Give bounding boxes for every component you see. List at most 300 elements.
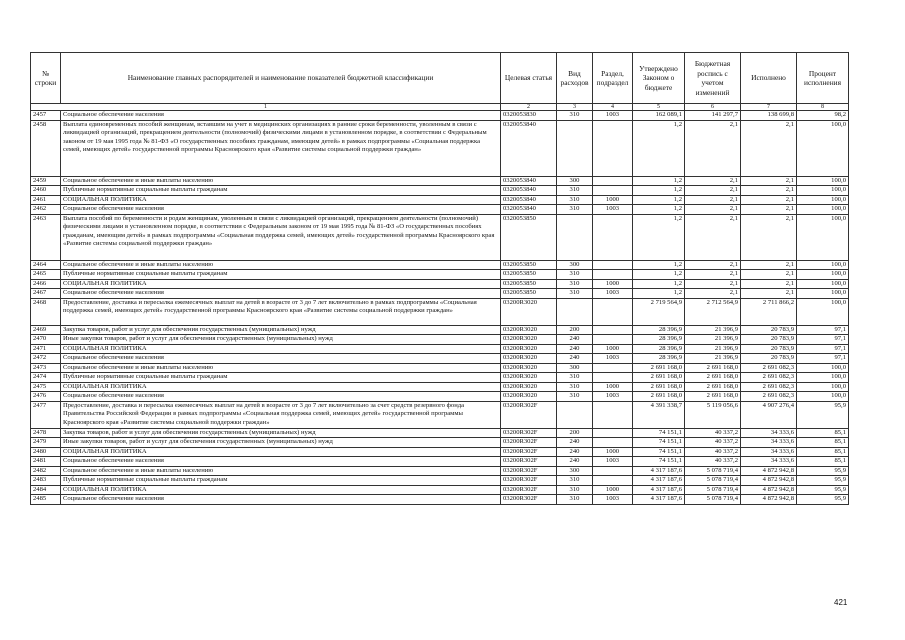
row-approved: 1,2 bbox=[633, 176, 685, 186]
row-schedule: 141 297,7 bbox=[685, 111, 741, 121]
row-expense-type: 310 bbox=[557, 205, 593, 215]
row-target-article: 03200R302F bbox=[501, 476, 557, 486]
row-approved: 74 151,1 bbox=[633, 457, 685, 467]
row-approved: 4 317 187,6 bbox=[633, 485, 685, 495]
row-approved: 2 691 168,0 bbox=[633, 363, 685, 373]
row-target-article: 03200R302F bbox=[501, 401, 557, 428]
row-executed: 2 691 082,3 bbox=[741, 382, 797, 392]
table-row bbox=[31, 495, 849, 505]
row-approved: 28 396,9 bbox=[633, 354, 685, 364]
table-row bbox=[31, 392, 849, 402]
row-section: 1000 bbox=[593, 447, 633, 457]
row-executed: 2 691 082,3 bbox=[741, 363, 797, 373]
row-name: СОЦИАЛЬНАЯ ПОЛИТИКА bbox=[61, 447, 501, 457]
row-approved: 2 691 168,0 bbox=[633, 392, 685, 402]
row-executed: 4 907 276,4 bbox=[741, 401, 797, 428]
row-name: Социальное обеспечение населения bbox=[61, 289, 501, 299]
row-name: Выплата пособий по беременности и родам женщинам, уволенным в связи с ликвидацией организаций, прекращением деятельности (полномочий) физическими лицами в установленном порядке, в соответствии с Федеральным законом от 19 мая 1995 года № 81-ФЗ «О государственных пособиях гражданам, имеющим детей» в рамках подпрограммы «Социальная поддержка семей, имеющих детей» государственной программы Красноярского края «Развитие системы социальной поддержки граждан» bbox=[61, 214, 501, 260]
row-section: 1000 bbox=[593, 485, 633, 495]
row-expense-type: 310 bbox=[557, 111, 593, 121]
row-number: 2463 bbox=[31, 214, 61, 260]
row-section: 1003 bbox=[593, 392, 633, 402]
row-section bbox=[593, 186, 633, 196]
row-approved: 28 396,9 bbox=[633, 335, 685, 345]
row-number: 2484 bbox=[31, 485, 61, 495]
row-name: Предоставление, доставка и пересылка ежемесячных выплат на детей в возрасте от 3 до 7 лет включительно за счет средств резервного фонда Правительства Российской Федерации в рамках подпрограммы «Социальная поддержка семей, имеющих детей» государственной программы Красноярского края «Развитие системы социальной поддержки граждан» bbox=[61, 401, 501, 428]
row-name: Закупка товаров, работ и услуг для обеспечения государственных (муниципальных) нужд bbox=[61, 428, 501, 438]
row-schedule: 2,1 bbox=[685, 289, 741, 299]
row-executed: 4 872 942,8 bbox=[741, 476, 797, 486]
row-target-article: 0320053850 bbox=[501, 260, 557, 270]
row-executed: 2,1 bbox=[741, 205, 797, 215]
column-number: 1 bbox=[31, 104, 501, 111]
row-schedule: 40 337,2 bbox=[685, 447, 741, 457]
row-number: 2477 bbox=[31, 401, 61, 428]
table-row bbox=[31, 335, 849, 345]
row-target-article: 03200R3020 bbox=[501, 335, 557, 345]
row-name: Иные закупки товаров, работ и услуг для обеспечения государственных (муниципальных) нужд bbox=[61, 335, 501, 345]
row-schedule: 40 337,2 bbox=[685, 428, 741, 438]
row-section bbox=[593, 260, 633, 270]
row-target-article: 03200R3020 bbox=[501, 373, 557, 383]
row-number: 2485 bbox=[31, 495, 61, 505]
table-row bbox=[31, 485, 849, 495]
row-section: 1003 bbox=[593, 354, 633, 364]
row-executed: 2,1 bbox=[741, 186, 797, 196]
row-approved: 28 396,9 bbox=[633, 344, 685, 354]
row-schedule: 5 078 719,4 bbox=[685, 476, 741, 486]
row-target-article: 03200R3020 bbox=[501, 298, 557, 325]
row-approved: 1,2 bbox=[633, 120, 685, 176]
row-schedule: 2,1 bbox=[685, 205, 741, 215]
row-approved: 74 151,1 bbox=[633, 428, 685, 438]
row-percent: 95,9 bbox=[797, 401, 849, 428]
row-executed: 2,1 bbox=[741, 195, 797, 205]
row-number: 2475 bbox=[31, 382, 61, 392]
row-executed: 20 783,9 bbox=[741, 344, 797, 354]
column-number: 3 bbox=[557, 104, 593, 111]
row-schedule: 2,1 bbox=[685, 195, 741, 205]
row-number: 2460 bbox=[31, 186, 61, 196]
row-section bbox=[593, 325, 633, 335]
row-number: 2472 bbox=[31, 354, 61, 364]
row-expense-type: 240 bbox=[557, 457, 593, 467]
row-target-article: 0320053850 bbox=[501, 279, 557, 289]
row-name: СОЦИАЛЬНАЯ ПОЛИТИКА bbox=[61, 279, 501, 289]
row-name: Предоставление, доставка и пересылка ежемесячных выплат на детей в возрасте от 3 до 7 лет включительно в рамках подпрограммы «Социальная поддержка семей, имеющих детей» государственной программы Красноярского края «Развитие системы социальной поддержки граждан» bbox=[61, 298, 501, 325]
row-section bbox=[593, 270, 633, 280]
row-schedule: 2,1 bbox=[685, 120, 741, 176]
row-expense-type: 310 bbox=[557, 279, 593, 289]
row-schedule: 2,1 bbox=[685, 186, 741, 196]
row-percent: 95,9 bbox=[797, 466, 849, 476]
row-section bbox=[593, 335, 633, 345]
column-number: 6 bbox=[685, 104, 741, 111]
row-expense-type: 310 bbox=[557, 392, 593, 402]
header-section: Раздел, подраздел bbox=[593, 53, 633, 104]
row-approved: 1,2 bbox=[633, 205, 685, 215]
row-name: СОЦИАЛЬНАЯ ПОЛИТИКА bbox=[61, 382, 501, 392]
row-executed: 2,1 bbox=[741, 289, 797, 299]
row-number: 2470 bbox=[31, 335, 61, 345]
row-expense-type: 310 bbox=[557, 195, 593, 205]
row-approved: 2 719 564,9 bbox=[633, 298, 685, 325]
row-percent: 98,2 bbox=[797, 111, 849, 121]
row-executed: 2,1 bbox=[741, 260, 797, 270]
row-target-article: 0320053840 bbox=[501, 120, 557, 176]
row-schedule: 21 396,9 bbox=[685, 335, 741, 345]
column-number-row bbox=[31, 104, 849, 111]
row-percent: 97,1 bbox=[797, 335, 849, 345]
row-schedule: 21 396,9 bbox=[685, 325, 741, 335]
row-approved: 1,2 bbox=[633, 260, 685, 270]
row-expense-type: 300 bbox=[557, 260, 593, 270]
row-target-article: 03200R3020 bbox=[501, 325, 557, 335]
row-name: Социальное обеспечение населения bbox=[61, 354, 501, 364]
table-row bbox=[31, 344, 849, 354]
table-row bbox=[31, 279, 849, 289]
row-target-article: 0320053840 bbox=[501, 186, 557, 196]
row-executed: 20 783,9 bbox=[741, 354, 797, 364]
header-execution-percent: Процент исполнения bbox=[797, 53, 849, 104]
row-percent: 97,1 bbox=[797, 325, 849, 335]
row-target-article: 03200R302F bbox=[501, 428, 557, 438]
table-row bbox=[31, 438, 849, 448]
row-percent: 85,1 bbox=[797, 447, 849, 457]
row-expense-type bbox=[557, 401, 593, 428]
table-row bbox=[31, 120, 849, 176]
row-executed: 4 872 942,8 bbox=[741, 485, 797, 495]
row-name: Социальное обеспечение и иные выплаты населению bbox=[61, 260, 501, 270]
row-target-article: 03200R3020 bbox=[501, 363, 557, 373]
table-header-row bbox=[31, 53, 849, 104]
row-schedule: 5 078 719,4 bbox=[685, 495, 741, 505]
row-section: 1003 bbox=[593, 111, 633, 121]
row-section: 1003 bbox=[593, 457, 633, 467]
row-target-article: 03200R302F bbox=[501, 438, 557, 448]
row-number: 2479 bbox=[31, 438, 61, 448]
row-executed: 4 872 942,8 bbox=[741, 495, 797, 505]
row-percent: 100,0 bbox=[797, 195, 849, 205]
row-percent: 100,0 bbox=[797, 270, 849, 280]
row-percent: 97,1 bbox=[797, 354, 849, 364]
row-target-article: 03200R302F bbox=[501, 447, 557, 457]
row-section bbox=[593, 401, 633, 428]
row-target-article: 0320053830 bbox=[501, 111, 557, 121]
row-section bbox=[593, 438, 633, 448]
row-approved: 1,2 bbox=[633, 289, 685, 299]
table-row bbox=[31, 457, 849, 467]
row-number: 2464 bbox=[31, 260, 61, 270]
row-target-article: 03200R302F bbox=[501, 457, 557, 467]
row-name: Социальное обеспечение населения bbox=[61, 392, 501, 402]
row-approved: 4 317 187,6 bbox=[633, 476, 685, 486]
row-schedule: 40 337,2 bbox=[685, 457, 741, 467]
row-executed: 34 333,6 bbox=[741, 438, 797, 448]
row-executed: 2,1 bbox=[741, 279, 797, 289]
row-percent: 100,0 bbox=[797, 373, 849, 383]
row-number: 2471 bbox=[31, 344, 61, 354]
header-budget-schedule: Бюджетная роспись с учетом изменений bbox=[685, 53, 741, 104]
table-row bbox=[31, 260, 849, 270]
row-name: Социальное обеспечение населения bbox=[61, 495, 501, 505]
header-expense-type: Вид расходов bbox=[557, 53, 593, 104]
row-percent: 100,0 bbox=[797, 382, 849, 392]
row-target-article: 0320053850 bbox=[501, 214, 557, 260]
row-name: Социальное обеспечение населения bbox=[61, 111, 501, 121]
row-number: 2478 bbox=[31, 428, 61, 438]
table-row bbox=[31, 363, 849, 373]
row-section bbox=[593, 363, 633, 373]
row-expense-type: 310 bbox=[557, 495, 593, 505]
row-executed: 2,1 bbox=[741, 176, 797, 186]
table-row bbox=[31, 270, 849, 280]
row-schedule: 2,1 bbox=[685, 214, 741, 260]
row-name: СОЦИАЛЬНАЯ ПОЛИТИКА bbox=[61, 485, 501, 495]
table-row bbox=[31, 373, 849, 383]
row-name: Социальное обеспечение и иные выплаты населению bbox=[61, 363, 501, 373]
row-percent: 85,1 bbox=[797, 438, 849, 448]
row-executed: 4 872 942,8 bbox=[741, 466, 797, 476]
row-percent: 100,0 bbox=[797, 289, 849, 299]
row-expense-type: 310 bbox=[557, 289, 593, 299]
row-expense-type: 240 bbox=[557, 344, 593, 354]
column-number: 7 bbox=[741, 104, 797, 111]
row-executed: 138 699,8 bbox=[741, 111, 797, 121]
row-name: Публичные нормативные социальные выплаты гражданам bbox=[61, 270, 501, 280]
row-section: 1000 bbox=[593, 279, 633, 289]
row-percent: 100,0 bbox=[797, 205, 849, 215]
row-name: Публичные нормативные социальные выплаты гражданам bbox=[61, 186, 501, 196]
row-number: 2473 bbox=[31, 363, 61, 373]
row-target-article: 0320053850 bbox=[501, 270, 557, 280]
row-number: 2466 bbox=[31, 279, 61, 289]
row-section: 1003 bbox=[593, 289, 633, 299]
row-expense-type: 310 bbox=[557, 186, 593, 196]
row-expense-type: 300 bbox=[557, 363, 593, 373]
header-target-article: Целевая статья bbox=[501, 53, 557, 104]
row-schedule: 5 078 719,4 bbox=[685, 485, 741, 495]
row-schedule: 40 337,2 bbox=[685, 438, 741, 448]
row-number: 2462 bbox=[31, 205, 61, 215]
row-schedule: 2 691 168,0 bbox=[685, 382, 741, 392]
row-expense-type: 240 bbox=[557, 354, 593, 364]
row-percent: 100,0 bbox=[797, 176, 849, 186]
column-number: 4 bbox=[593, 104, 633, 111]
row-approved: 74 151,1 bbox=[633, 447, 685, 457]
row-name: Публичные нормативные социальные выплаты гражданам bbox=[61, 476, 501, 486]
row-executed: 2 711 866,2 bbox=[741, 298, 797, 325]
row-schedule: 2 691 168,0 bbox=[685, 363, 741, 373]
row-name: Социальное обеспечение и иные выплаты населению bbox=[61, 176, 501, 186]
row-approved: 1,2 bbox=[633, 214, 685, 260]
row-expense-type bbox=[557, 214, 593, 260]
row-section: 1003 bbox=[593, 495, 633, 505]
row-approved: 4 317 187,6 bbox=[633, 466, 685, 476]
row-approved: 1,2 bbox=[633, 186, 685, 196]
row-expense-type bbox=[557, 298, 593, 325]
row-approved: 162 089,1 bbox=[633, 111, 685, 121]
row-expense-type: 310 bbox=[557, 485, 593, 495]
row-number: 2457 bbox=[31, 111, 61, 121]
row-section bbox=[593, 476, 633, 486]
row-schedule: 5 078 719,4 bbox=[685, 466, 741, 476]
table-row bbox=[31, 382, 849, 392]
table-row bbox=[31, 214, 849, 260]
row-percent: 100,0 bbox=[797, 186, 849, 196]
row-schedule: 2 691 168,0 bbox=[685, 373, 741, 383]
page-number: 421 bbox=[834, 598, 848, 607]
table-row bbox=[31, 476, 849, 486]
row-section bbox=[593, 428, 633, 438]
row-schedule: 5 119 056,6 bbox=[685, 401, 741, 428]
column-number: 8 bbox=[797, 104, 849, 111]
row-percent: 100,0 bbox=[797, 120, 849, 176]
row-approved: 74 151,1 bbox=[633, 438, 685, 448]
row-schedule: 2 712 564,9 bbox=[685, 298, 741, 325]
budget-table bbox=[30, 52, 849, 505]
row-percent: 100,0 bbox=[797, 279, 849, 289]
row-executed: 2,1 bbox=[741, 270, 797, 280]
row-approved: 1,2 bbox=[633, 195, 685, 205]
row-schedule: 2,1 bbox=[685, 279, 741, 289]
row-target-article: 03200R3020 bbox=[501, 382, 557, 392]
row-schedule: 21 396,9 bbox=[685, 354, 741, 364]
row-name: СОЦИАЛЬНАЯ ПОЛИТИКА bbox=[61, 344, 501, 354]
row-number: 2480 bbox=[31, 447, 61, 457]
row-number: 2481 bbox=[31, 457, 61, 467]
row-schedule: 2,1 bbox=[685, 260, 741, 270]
header-executed: Исполнено bbox=[741, 53, 797, 104]
row-target-article: 03200R302F bbox=[501, 466, 557, 476]
row-percent: 85,1 bbox=[797, 428, 849, 438]
row-section bbox=[593, 214, 633, 260]
table-row bbox=[31, 447, 849, 457]
row-name: Социальное обеспечение и иные выплаты населению bbox=[61, 466, 501, 476]
row-executed: 34 333,6 bbox=[741, 457, 797, 467]
row-executed: 2 691 082,3 bbox=[741, 373, 797, 383]
table-row bbox=[31, 428, 849, 438]
row-number: 2483 bbox=[31, 476, 61, 486]
row-schedule: 2,1 bbox=[685, 270, 741, 280]
header-name: Наименование главных распорядителей и наименование показателей бюджетной классификации bbox=[61, 53, 501, 104]
row-approved: 1,2 bbox=[633, 279, 685, 289]
row-schedule: 21 396,9 bbox=[685, 344, 741, 354]
row-percent: 100,0 bbox=[797, 363, 849, 373]
row-name: Социальное обеспечение населения bbox=[61, 205, 501, 215]
row-percent: 95,9 bbox=[797, 476, 849, 486]
row-section bbox=[593, 298, 633, 325]
column-number: 2 bbox=[501, 104, 557, 111]
row-executed: 20 783,9 bbox=[741, 335, 797, 345]
row-executed: 2,1 bbox=[741, 120, 797, 176]
table-row bbox=[31, 205, 849, 215]
row-number: 2468 bbox=[31, 298, 61, 325]
row-section bbox=[593, 466, 633, 476]
row-number: 2469 bbox=[31, 325, 61, 335]
row-approved: 2 691 168,0 bbox=[633, 382, 685, 392]
row-section: 1000 bbox=[593, 344, 633, 354]
row-expense-type: 200 bbox=[557, 325, 593, 335]
row-executed: 34 333,6 bbox=[741, 428, 797, 438]
table-row bbox=[31, 111, 849, 121]
header-row-number: № строки bbox=[31, 53, 61, 104]
row-expense-type: 300 bbox=[557, 466, 593, 476]
row-executed: 2,1 bbox=[741, 214, 797, 260]
row-name: Публичные нормативные социальные выплаты гражданам bbox=[61, 373, 501, 383]
row-section: 1000 bbox=[593, 195, 633, 205]
row-target-article: 0320053840 bbox=[501, 195, 557, 205]
row-executed: 20 783,9 bbox=[741, 325, 797, 335]
row-approved: 4 391 338,7 bbox=[633, 401, 685, 428]
row-section bbox=[593, 176, 633, 186]
row-percent: 97,1 bbox=[797, 344, 849, 354]
row-name: Выплата единовременных пособий женщинам, вставшим на учет в медицинских организациях в ранние сроки беременности, уволенным в связи с ликвидацией организаций, прекращением деятельности (полномочий) физическими лицами в установленном порядке, в соответствии с Федеральным законом от 19 мая 1995 года № 81-ФЗ «О государственных пособиях гражданам, имеющим детей» в рамках подпрограммы «Социальная поддержка семей, имеющих детей» государственной программы Красноярского края «Развитие системы социальной поддержки граждан» bbox=[61, 120, 501, 176]
row-expense-type bbox=[557, 120, 593, 176]
row-number: 2458 bbox=[31, 120, 61, 176]
row-executed: 2 691 082,3 bbox=[741, 392, 797, 402]
row-number: 2476 bbox=[31, 392, 61, 402]
table-row bbox=[31, 401, 849, 428]
row-schedule: 2 691 168,0 bbox=[685, 392, 741, 402]
row-percent: 85,1 bbox=[797, 457, 849, 467]
row-expense-type: 240 bbox=[557, 335, 593, 345]
row-name: СОЦИАЛЬНАЯ ПОЛИТИКА bbox=[61, 195, 501, 205]
table-row bbox=[31, 289, 849, 299]
row-approved: 28 396,9 bbox=[633, 325, 685, 335]
row-expense-type: 310 bbox=[557, 382, 593, 392]
table-row bbox=[31, 298, 849, 325]
row-section bbox=[593, 373, 633, 383]
table-row bbox=[31, 466, 849, 476]
row-number: 2482 bbox=[31, 466, 61, 476]
row-target-article: 0320053850 bbox=[501, 289, 557, 299]
row-target-article: 03200R3020 bbox=[501, 344, 557, 354]
row-percent: 100,0 bbox=[797, 392, 849, 402]
row-approved: 1,2 bbox=[633, 270, 685, 280]
row-percent: 100,0 bbox=[797, 260, 849, 270]
row-name: Иные закупки товаров, работ и услуг для обеспечения государственных (муниципальных) нужд bbox=[61, 438, 501, 448]
row-target-article: 0320053840 bbox=[501, 205, 557, 215]
header-approved: Утверждено Законом о бюджете bbox=[633, 53, 685, 104]
table-body bbox=[31, 111, 849, 505]
row-percent: 100,0 bbox=[797, 298, 849, 325]
row-executed: 34 333,6 bbox=[741, 447, 797, 457]
column-number: 5 bbox=[633, 104, 685, 111]
row-approved: 4 317 187,6 bbox=[633, 495, 685, 505]
row-number: 2459 bbox=[31, 176, 61, 186]
row-target-article: 03200R302F bbox=[501, 495, 557, 505]
table-row bbox=[31, 325, 849, 335]
row-percent: 95,9 bbox=[797, 495, 849, 505]
row-expense-type: 310 bbox=[557, 476, 593, 486]
row-section: 1000 bbox=[593, 382, 633, 392]
row-approved: 2 691 168,0 bbox=[633, 373, 685, 383]
row-expense-type: 310 bbox=[557, 270, 593, 280]
row-name: Закупка товаров, работ и услуг для обеспечения государственных (муниципальных) нужд bbox=[61, 325, 501, 335]
row-target-article: 03200R302F bbox=[501, 485, 557, 495]
row-target-article: 03200R3020 bbox=[501, 392, 557, 402]
row-expense-type: 240 bbox=[557, 438, 593, 448]
table-row bbox=[31, 195, 849, 205]
row-schedule: 2,1 bbox=[685, 176, 741, 186]
row-expense-type: 310 bbox=[557, 373, 593, 383]
row-name: Социальное обеспечение населения bbox=[61, 457, 501, 467]
row-target-article: 03200R3020 bbox=[501, 354, 557, 364]
row-expense-type: 240 bbox=[557, 447, 593, 457]
row-section: 1003 bbox=[593, 205, 633, 215]
row-number: 2467 bbox=[31, 289, 61, 299]
